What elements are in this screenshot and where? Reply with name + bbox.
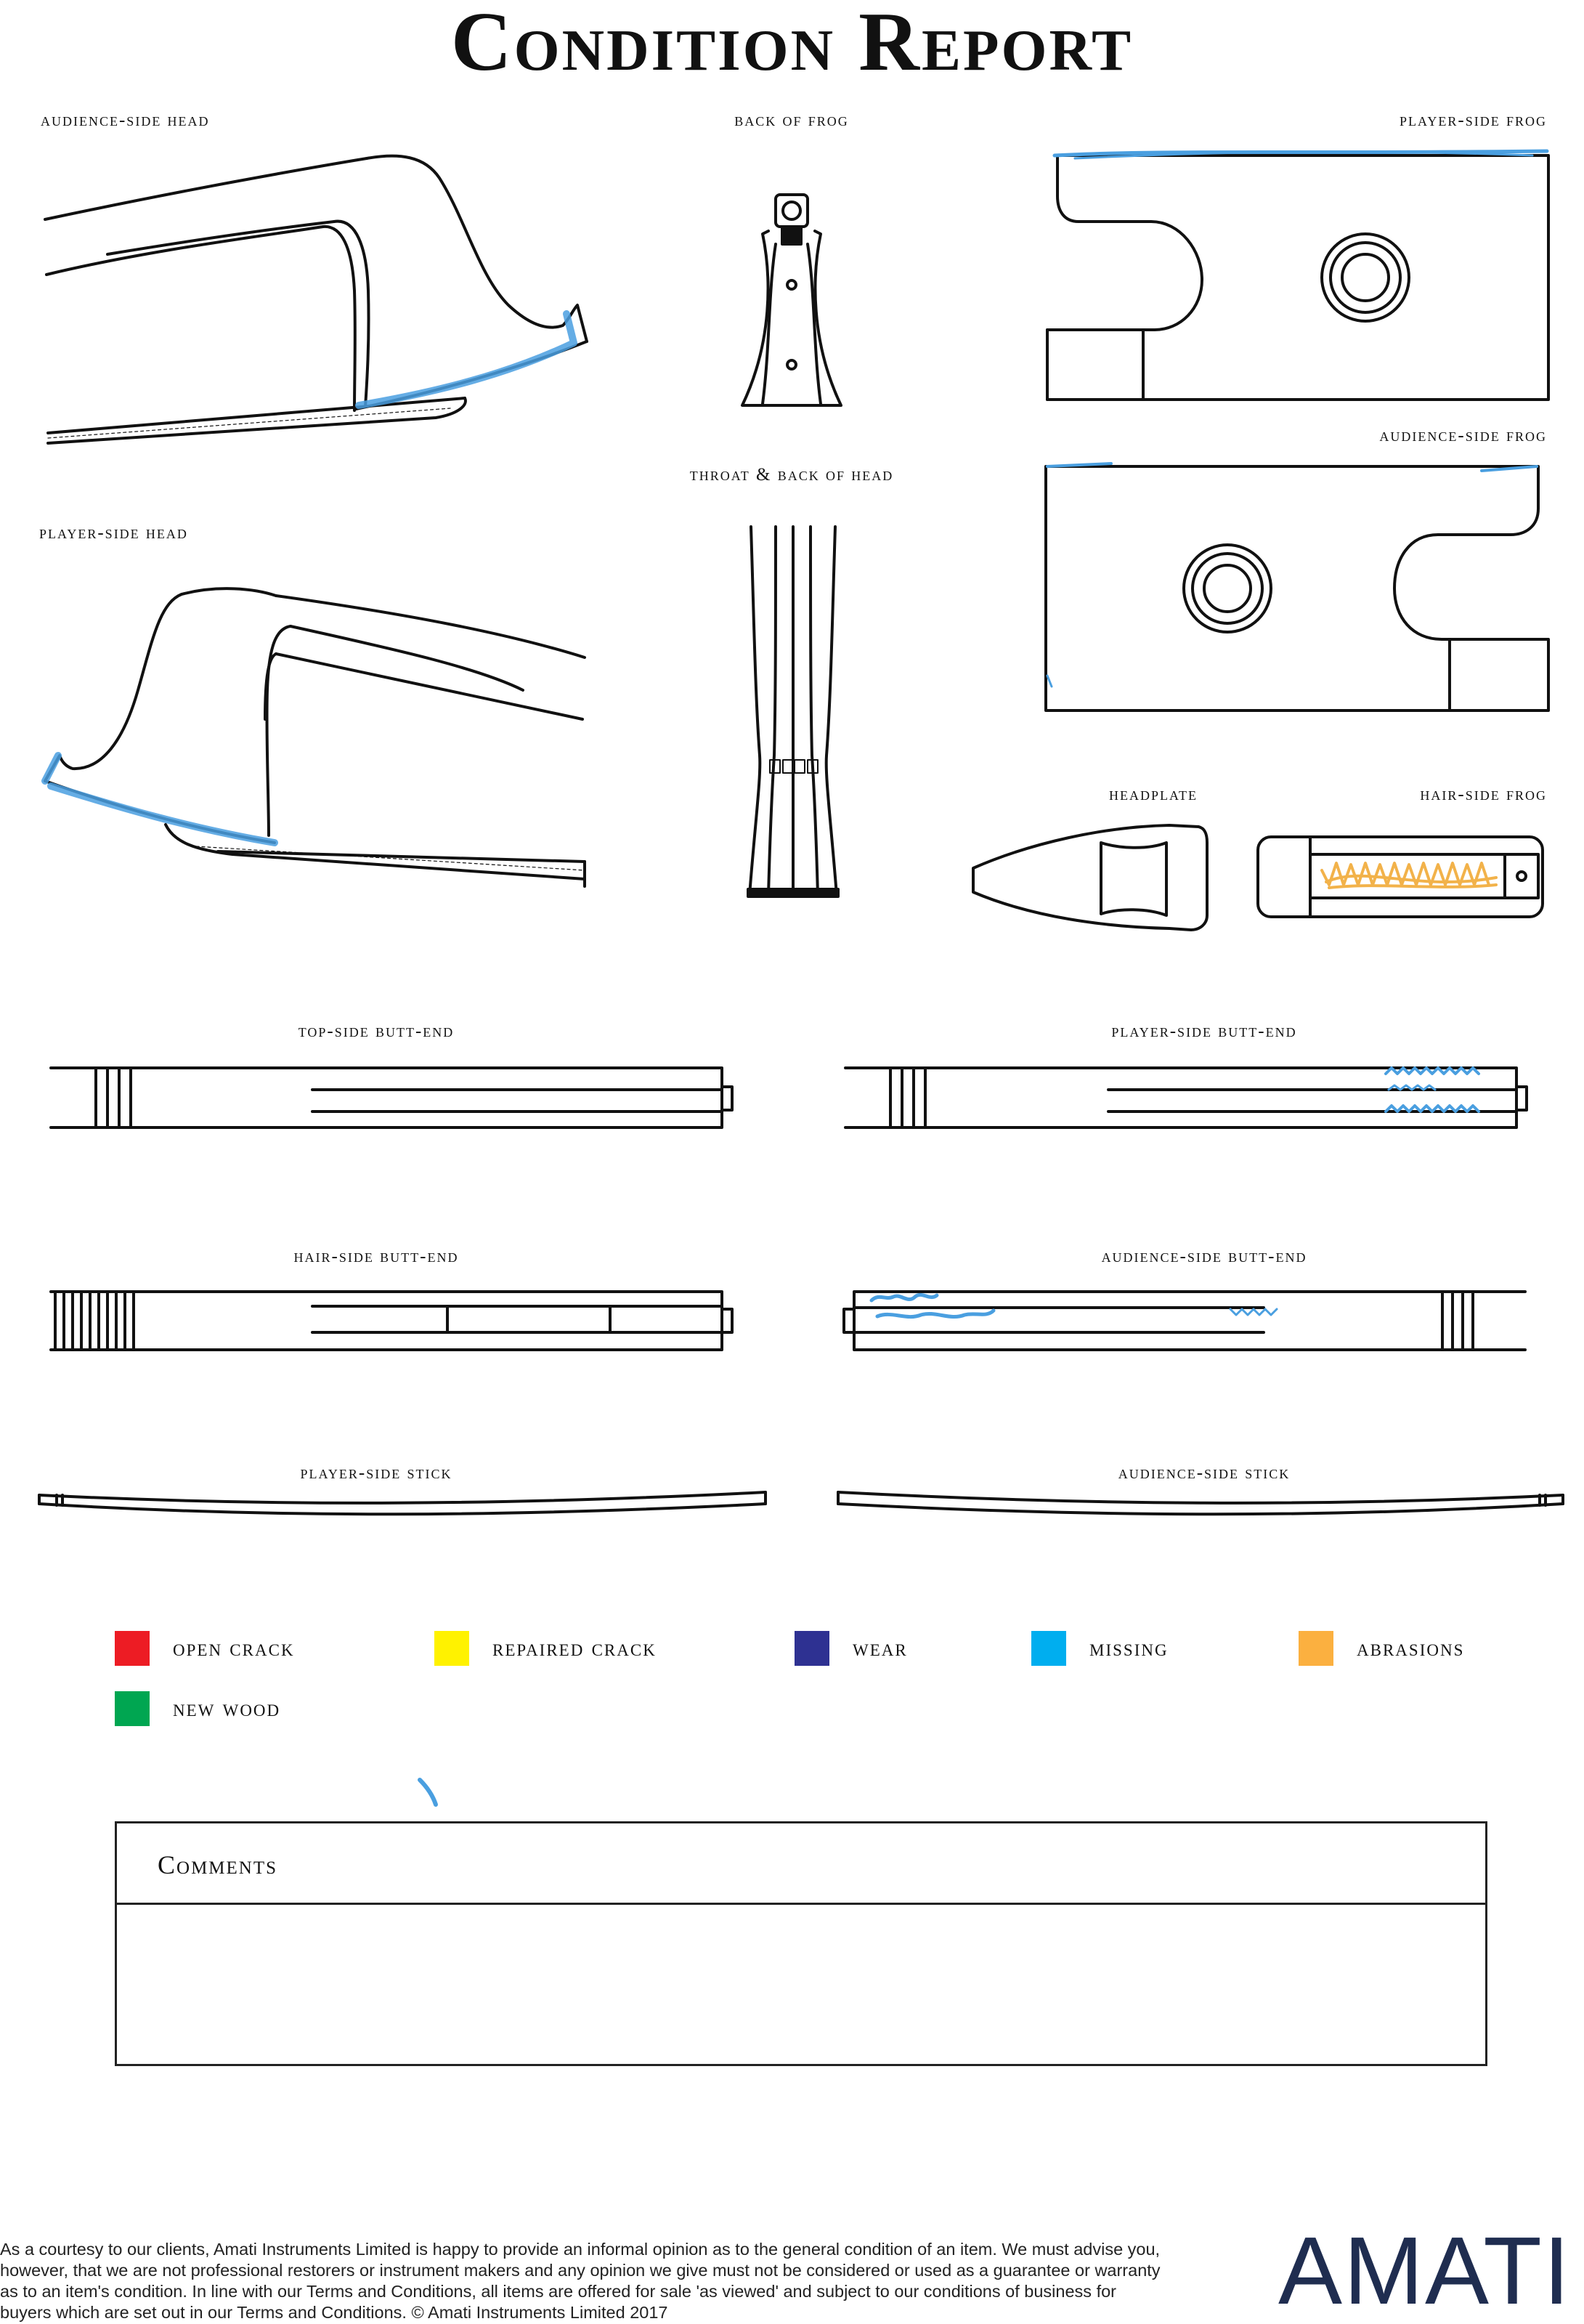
label-audience-side-stick: audience-side stick (1118, 1463, 1291, 1483)
hair-side-butt-end-diagram (51, 1292, 732, 1350)
label-hair-side-frog: hair-side frog (1420, 785, 1547, 804)
amati-logo: AMATI (1278, 2217, 1572, 2324)
audience-side-frog-diagram (1046, 466, 1548, 710)
player-side-stick-diagram (39, 1492, 765, 1514)
headplate-diagram (973, 825, 1207, 930)
swatch-wear (795, 1631, 829, 1666)
legend-label: abrasions (1357, 1635, 1465, 1661)
label-audience-side-head: audience-side head (41, 110, 210, 130)
label-audience-side-butt-end: audience-side butt-end (1101, 1247, 1307, 1266)
comments-field[interactable] (117, 1905, 1485, 2064)
legend-label: open crack (173, 1635, 295, 1661)
top-side-butt-end-diagram (51, 1068, 732, 1127)
player-side-frog-diagram (1047, 155, 1548, 400)
legend-label: missing (1089, 1635, 1169, 1661)
swatch-abrasions (1299, 1631, 1333, 1666)
audience-side-butt-end-diagram (844, 1292, 1525, 1350)
audience-side-head-diagram (45, 156, 587, 443)
legend-label: new wood (173, 1696, 281, 1722)
player-side-head-diagram (45, 588, 585, 886)
comments-box (115, 1821, 1487, 2066)
label-throat-back-of-head: throat & back of head (689, 465, 894, 485)
label-player-side-butt-end: player-side butt-end (1111, 1021, 1297, 1041)
disclaimer-text: As a courtesy to our clients, Amati Instruments Limited is happy to provide an informal opinion as to the general condition of an item. We must advise you, however, that we are not professional restorers or instrument makers and any opinion we give must not be considered or used as a guarantee or warranty as to an item's condition. In line with our Terms and Conditions, all items are offered for sale 'as viewed' and subject to our conditions of business for buyers which are set out in our Terms and Conditions. © Amati Instruments Limited 2017 (0, 2240, 1161, 2322)
legend-label: repaired crack (492, 1635, 657, 1661)
label-top-side-butt-end: top-side butt-end (298, 1021, 455, 1041)
page-title: Condition Report (450, 0, 1134, 89)
label-back-of-frog: back of frog (734, 110, 849, 130)
player-side-butt-end-diagram (845, 1068, 1527, 1127)
label-player-side-head: player-side head (39, 523, 188, 543)
swatch-new-wood (115, 1691, 150, 1726)
label-hair-side-butt-end: hair-side butt-end (293, 1247, 459, 1266)
legend-label: wear (853, 1635, 908, 1661)
label-player-side-stick: player-side stick (300, 1463, 452, 1483)
swatch-repaired-crack (434, 1631, 469, 1666)
label-headplate: headplate (1109, 785, 1198, 804)
swatch-missing (1031, 1631, 1066, 1666)
abrasion-markings (1322, 863, 1496, 888)
label-player-side-frog: player-side frog (1400, 110, 1547, 130)
comments-header (117, 1823, 1485, 1905)
label-audience-side-frog: audience-side frog (1379, 426, 1547, 445)
comments-title: Comments (158, 1850, 278, 1879)
back-of-frog-diagram (742, 195, 841, 405)
swatch-open-crack (115, 1631, 150, 1666)
audience-side-stick-diagram (838, 1492, 1563, 1514)
throat-back-of-head-diagram (748, 527, 838, 896)
